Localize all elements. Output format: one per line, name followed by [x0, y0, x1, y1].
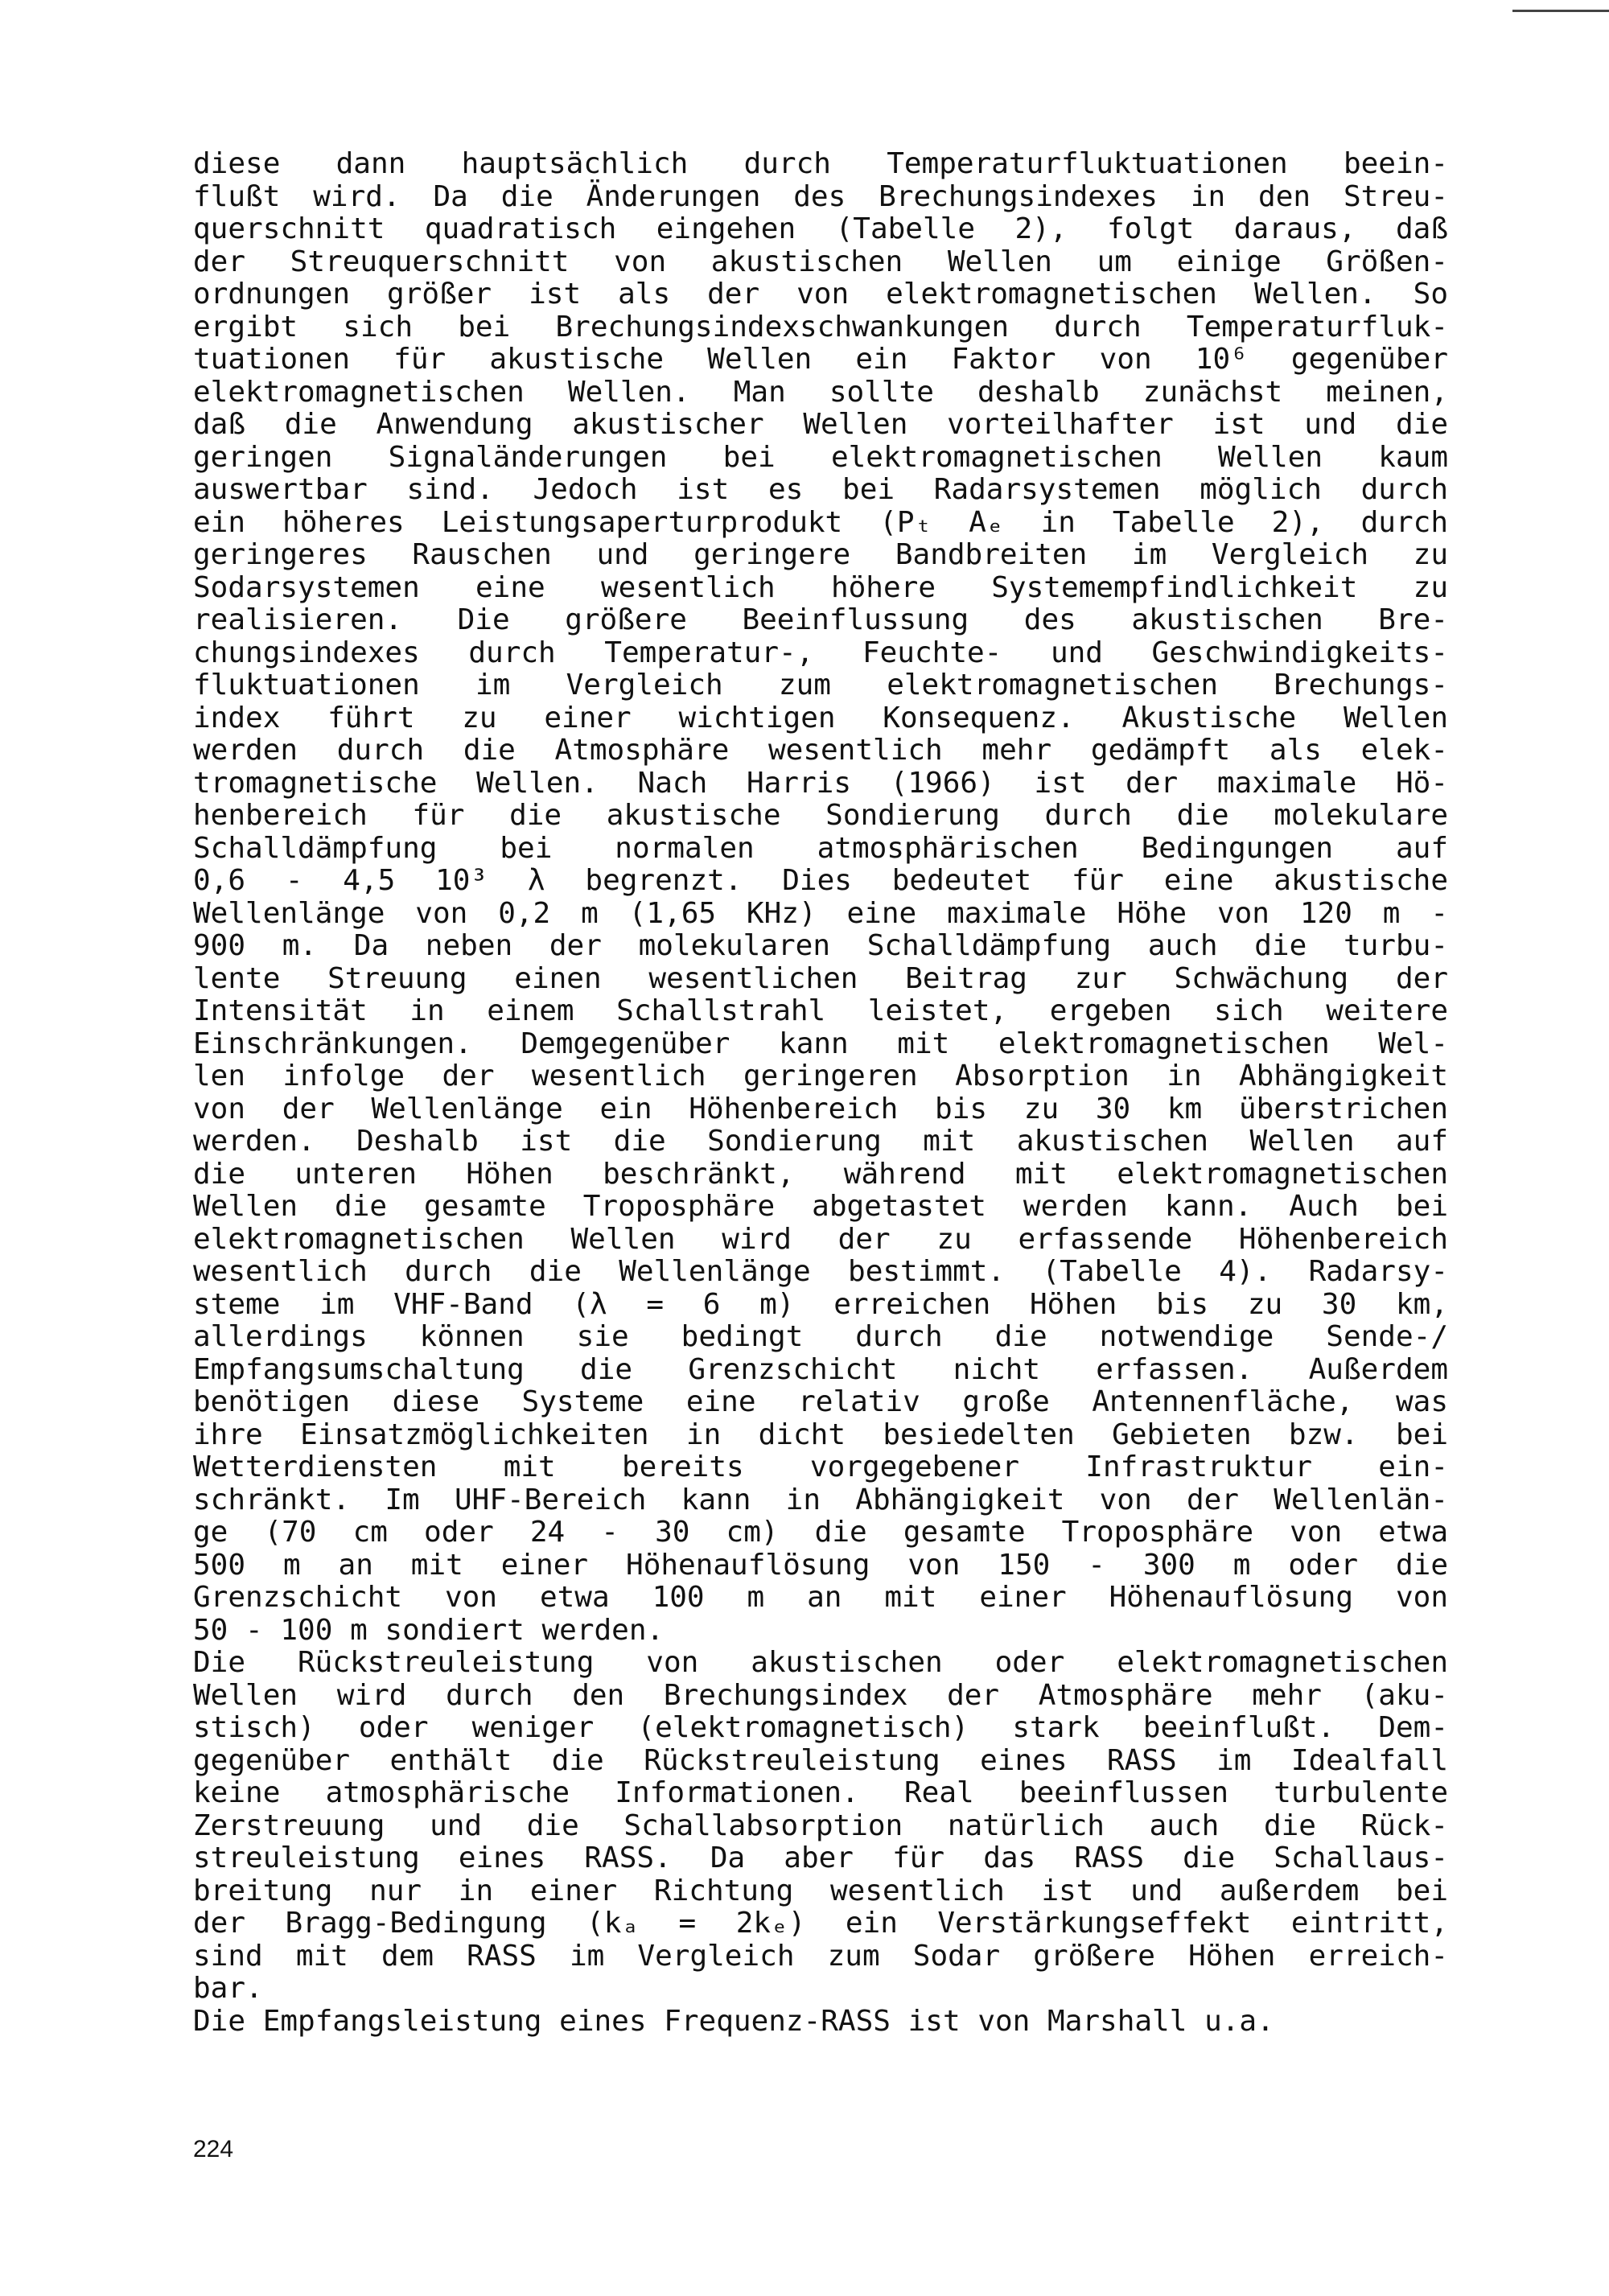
text-line: streuleistung eines RASS. Da aber für das RASS die Schallaus-: [193, 1841, 1448, 1874]
text-line: ihre Einsatzmöglichkeiten in dicht besiedelten Gebieten bzw. bei: [193, 1418, 1448, 1451]
text-line: Einschränkungen. Demgegenüber kann mit elektromagnetischen Wel-: [193, 1027, 1448, 1060]
text-line: querschnitt quadratisch eingehen (Tabelle 2), folgt daraus, daß: [193, 212, 1448, 245]
text-line: bar.: [193, 1972, 263, 2005]
text-line: 500 m an mit einer Höhenauflösung von 150 - 300 m oder die: [193, 1548, 1448, 1582]
text-line: benötigen diese Systeme eine relativ große Antennenfläche, was: [193, 1385, 1448, 1418]
text-line: steme im VHF-Band (λ = 6 m) erreichen Höhen bis zu 30 km,: [193, 1287, 1448, 1321]
text-line: diese dann hauptsächlich durch Temperaturfluktuationen beein-: [193, 147, 1448, 180]
text-line: geringen Signaländerungen bei elektromagnetischen Wellen kaum: [193, 440, 1448, 474]
text-line: werden durch die Atmosphäre wesentlich mehr gedämpft als elek-: [193, 734, 1448, 767]
text-line: tuationen für akustische Wellen ein Faktor von 10⁶ gegenüber: [193, 343, 1448, 376]
body-text: [193, 148, 1448, 2038]
text-line: 900 m. Da neben der molekularen Schalldämpfung auch die turbu-: [193, 929, 1448, 962]
text-line: fluktuationen im Vergleich zum elektromagnetischen Brechungs-: [193, 669, 1448, 702]
header-rule: [1512, 10, 1609, 12]
text-line: Wetterdiensten mit bereits vorgegebener Infrastruktur ein-: [193, 1450, 1448, 1483]
text-line: chungsindexes durch Temperatur-, Feuchte- und Geschwindigkeits-: [193, 636, 1448, 669]
text-line: schränkt. Im UHF-Bereich kann in Abhängigkeit von der Wellenlän-: [193, 1483, 1448, 1516]
text-line: allerdings können sie bedingt durch die notwendige Sende-/: [193, 1320, 1448, 1353]
text-line: flußt wird. Da die Änderungen des Brechungsindexes in den Streu-: [193, 179, 1448, 213]
text-line: auswertbar sind. Jedoch ist es bei Radarsystemen möglich durch: [193, 473, 1448, 506]
text-line: ergibt sich bei Brechungsindexschwankungen durch Temperaturfluk-: [193, 310, 1448, 344]
text-line: stisch) oder weniger (elektromagnetisch) stark beeinflußt. Dem-: [193, 1711, 1448, 1744]
text-line: realisieren. Die größere Beeinflussung des akustischen Bre-: [193, 603, 1448, 636]
text-line: Wellen wird durch den Brechungsindex der Atmosphäre mehr (aku-: [193, 1678, 1448, 1712]
text-line: Sodarsystemen eine wesentlich höhere Systemempfindlichkeit zu: [193, 570, 1448, 604]
text-line: 50 - 100 m sondiert werden.: [193, 1613, 665, 1647]
text-line: Die Empfangsleistung eines Frequenz-RASS ist von Marshall u.a.: [193, 2004, 1274, 2038]
text-line: der Streuquerschnitt von akustischen Wellen um einige Größen-: [193, 245, 1448, 278]
text-line: geringeres Rauschen und geringere Bandbreiten im Vergleich zu: [193, 538, 1448, 571]
text-line: Wellenlänge von 0,2 m (1,65 KHz) eine maximale Höhe von 120 m -: [193, 896, 1448, 930]
text-line: daß die Anwendung akustischer Wellen vorteilhafter ist und die: [193, 408, 1448, 441]
text-line: henbereich für die akustische Sondierung durch die molekulare: [193, 799, 1448, 832]
text-line: keine atmosphärische Informationen. Real beeinflussen turbulente: [193, 1776, 1448, 1809]
text-line: elektromagnetischen Wellen wird der zu erfassende Höhenbereich: [193, 1222, 1448, 1256]
text-line: werden. Deshalb ist die Sondierung mit akustischen Wellen auf: [193, 1125, 1448, 1158]
text-line: elektromagnetischen Wellen. Man sollte deshalb zunächst meinen,: [193, 375, 1448, 409]
text-line: Grenzschicht von etwa 100 m an mit einer Höhenauflösung von: [193, 1581, 1448, 1614]
text-line: Empfangsumschaltung die Grenzschicht nicht erfassen. Außerdem: [193, 1352, 1448, 1386]
text-line: sind mit dem RASS im Vergleich zum Sodar größere Höhen erreich-: [193, 1939, 1448, 1973]
text-line: tromagnetische Wellen. Nach Harris (1966) ist der maximale Hö-: [193, 766, 1448, 800]
text-line: 0,6 - 4,5 10³ λ begrenzt. Dies bedeutet für eine akustische: [193, 864, 1448, 897]
text-line: ein höheres Leistungsaperturprodukt (Pₜ Aₑ in Tabelle 2), durch: [193, 505, 1448, 539]
text-line: lente Streuung einen wesentlichen Beitrag zur Schwächung der: [193, 961, 1448, 995]
text-line: Schalldämpfung bei normalen atmosphärischen Bedingungen auf: [193, 831, 1448, 865]
text-line: gegenüber enthält die Rückstreuleistung eines RASS im Idealfall: [193, 1743, 1448, 1777]
text-line: der Bragg-Bedingung (kₐ = 2kₑ) ein Verstärkungseffekt eintritt,: [193, 1907, 1448, 1940]
text-line: ge (70 cm oder 24 - 30 cm) die gesamte Troposphäre von etwa: [193, 1516, 1448, 1549]
text-line: Wellen die gesamte Troposphäre abgetastet werden kann. Auch bei: [193, 1190, 1448, 1223]
text-line: Die Rückstreuleistung von akustischen oder elektromagnetischen: [193, 1646, 1448, 1679]
text-line: len infolge der wesentlich geringeren Absorption in Abhängigkeit: [193, 1060, 1448, 1092]
text-line: wesentlich durch die Wellenlänge bestimmt. (Tabelle 4). Radarsy-: [193, 1255, 1448, 1288]
text-line: index führt zu einer wichtigen Konsequenz. Akustische Wellen: [193, 701, 1448, 734]
page-number: 224: [193, 2136, 234, 2162]
text-line: die unteren Höhen beschränkt, während mit elektromagnetischen: [193, 1157, 1448, 1191]
text-line: ordnungen größer ist als der von elektromagnetischen Wellen. So: [193, 278, 1448, 311]
text-line: Intensität in einem Schallstrahl leistet, ergeben sich weitere: [193, 994, 1448, 1027]
text-line: von der Wellenlänge ein Höhenbereich bis zu 30 km überstrichen: [193, 1092, 1448, 1125]
text-line: breitung nur in einer Richtung wesentlich ist und außerdem bei: [193, 1874, 1448, 1907]
text-line: Zerstreuung und die Schallabsorption natürlich auch die Rück-: [193, 1808, 1448, 1842]
